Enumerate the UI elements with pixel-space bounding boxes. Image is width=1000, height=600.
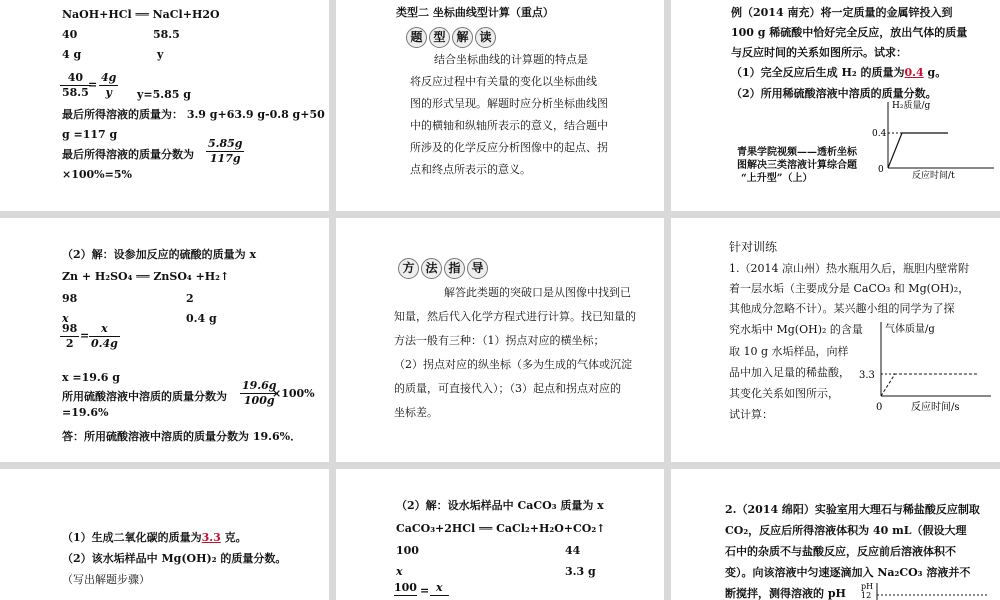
molar-mass: 44 [565, 544, 581, 557]
ratio-fraction: $\frac{98}{2}$ [62, 322, 78, 350]
question-line: 品中加入足量的稀盐酸， [729, 366, 850, 379]
panel-method-guide [336, 218, 664, 462]
panel-co2-questions [0, 469, 329, 600]
answer: 答：所用硫酸溶液中溶质的质量分数为 19.6%． [62, 430, 302, 443]
paragraph-line: 知量，然后代入化学方程式进行计算。找已知量的 [394, 310, 636, 323]
paragraph-line: 所涉及的化学反应分析图像中的起点、拐 [410, 141, 608, 154]
known-value: 4 g [62, 48, 82, 61]
question-line: 试计算： [729, 408, 773, 421]
question-line: 其他成分忽略不计）。某兴趣小组的同学为了探 [729, 302, 955, 315]
question-line: 取 10 g 水垢样品，向样 [729, 345, 849, 358]
sub-question-1: （1）完全反应后生成 H₂ 的质量为0.4 g。 [731, 66, 947, 79]
fraction-numerator: 100 [394, 581, 417, 594]
origin-label: 0 [878, 165, 884, 175]
equals: = [420, 584, 430, 597]
panel-caco3-solution [336, 469, 664, 600]
paragraph-line: 坐标差。 [394, 406, 438, 419]
section-heading: 针对训练 [729, 240, 778, 254]
equation: NaOH+HCl ══ NaCl+H2O [62, 8, 220, 21]
result: x =19.6 g [62, 371, 120, 384]
section-heading: 类型二 坐标曲线型计算（重点） [396, 6, 554, 19]
axis-label: 反应时间/t [912, 171, 955, 181]
text-line: 所用硫酸溶液中溶质的质量分数为 [62, 390, 227, 403]
question-line: 石中的杂质不与盐酸反应，反应前后溶液体积不 [725, 545, 956, 558]
answer-value: 0.4 [904, 66, 924, 79]
question-line: CO₂，反应后所得溶液体积为 40 mL（假设大理 [725, 524, 967, 537]
fraction-numerator: x [430, 581, 449, 596]
molar-mass: 58.5 [153, 28, 180, 41]
paragraph-line: 解答此类题的突破口是从图像中找到已 [444, 286, 631, 299]
tick-label: 12 [861, 591, 872, 600]
axis-label: 气体质量/g [885, 324, 935, 335]
text-line: ×100%=5% [62, 168, 132, 181]
question-line: 究水垢中 Mg(OH)₂ 的含量 [729, 323, 863, 336]
result: =19.6% [62, 406, 109, 419]
known-value: 0.4 g [186, 312, 217, 325]
question-line: 与反应时间的关系如图所示。试求： [731, 46, 907, 59]
ph-chart [859, 581, 999, 600]
paragraph-line: 方法一般有三种：（1）拐点对应的横坐标； [394, 334, 605, 347]
question-line: 例（2014 南充）将一定质量的金属锌投入到 [731, 6, 953, 19]
question-line: 变）。向该溶液中匀速逐滴加入 Na₂CO₃ 溶液并不 [725, 566, 971, 579]
equals: = [80, 329, 90, 342]
gas-mass-chart [859, 318, 997, 418]
panel-type-two-intro [336, 0, 664, 211]
molar-mass: 2 [186, 292, 194, 305]
paragraph-line: 中的横轴和纵轴所表示的意义，结合题中 [410, 119, 608, 132]
answer-value: 3.3 [201, 531, 221, 544]
panel-naoh-hcl-solution [0, 0, 329, 211]
text-line: 最后所得溶液的质量为： 3.9 g+63.9 g-0.8 g+50 [62, 108, 325, 121]
ratio-fraction: $\frac{5.85g}{117g}$ [208, 137, 243, 165]
instruction: （写出解题步骤） [62, 573, 150, 586]
tick-label: 0.4 [872, 129, 887, 139]
ratio-fraction: $\frac{19.6g}{100g}$ [242, 379, 277, 407]
badge-topic-reading: 题 型 解 读 [406, 27, 496, 48]
unknown-value: x [62, 312, 69, 325]
text-line: （2）解：设水垢样品中 CaCO₃ 质量为 x [396, 499, 604, 512]
h2-mass-chart [866, 98, 1000, 182]
paragraph-line: （2）拐点对应的纵坐标（多为生成的气体或沉淀 [394, 358, 632, 371]
paragraph-line: 结合坐标曲线的计算题的特点是 [434, 53, 588, 66]
axis-label: H₂质量/g [892, 101, 931, 111]
ratio-fraction: $\frac{x}{0.4g}$ [91, 322, 118, 350]
text-line: ×100% [272, 387, 315, 400]
paragraph-line: 点和终点所表示的意义。 [410, 163, 531, 176]
text-line: g =117 g [62, 128, 118, 141]
sub-question-2: （2）所用稀硫酸溶液中溶质的质量分数。 [731, 87, 937, 100]
question-line: 1.（2014 凉山州）热水瓶用久后，瓶胆内壁常附 [729, 262, 969, 275]
paragraph-line: 将反应过程中有关量的变化以坐标曲线 [410, 75, 597, 88]
question-line: 2.（2014 绵阳）实验室用大理石与稀盐酸反应制取 [725, 503, 980, 516]
question-line: 其变化关系如图所示， [729, 387, 839, 400]
equals: = [88, 78, 98, 91]
result: y=5.85 g [137, 88, 191, 101]
molar-mass: 100 [396, 544, 419, 557]
equation: CaCO₃+2HCl ══ CaCl₂+H₂O+CO₂↑ [396, 522, 606, 535]
unknown-value: y [157, 48, 164, 61]
molar-mass: 40 [62, 28, 78, 41]
text-line: 最后所得溶液的质量分数为 [62, 148, 194, 161]
panel-question-mianyang [671, 469, 1000, 600]
panel-example-nanchong [671, 0, 1000, 211]
ratio-fraction: $\frac{4g}{y}$ [101, 71, 117, 99]
text-line: （2）解：设参加反应的硫酸的质量为 x [62, 248, 257, 261]
question-line: 断搅拌，测得溶液的 pH [725, 587, 846, 600]
video-link[interactable]: 青果学院视频——透析坐标 图解决三类溶液计算综合题 “上升型”（上） [737, 147, 857, 184]
molar-mass: 98 [62, 292, 78, 305]
axis-label: 反应时间/s [911, 402, 960, 413]
panel-h2so4-solution [0, 218, 329, 462]
sub-question-2: （2）该水垢样品中 Mg(OH)₂ 的质量分数。 [62, 552, 287, 565]
tick-label: 3.3 [859, 370, 875, 381]
sub-question-1: （1）生成二氧化碳的质量为3.3 克。 [62, 531, 247, 544]
equation: Zn + H₂SO₄ ══ ZnSO₄ +H₂↑ [62, 270, 230, 283]
paragraph-line: 的质量，可直接代入）；（3）起点和拐点对应的 [394, 382, 621, 395]
question-line: 100 g 稀硫酸中恰好完全反应，放出气体的质量 [731, 26, 968, 39]
paragraph-line: 图的形式呈现。解题时应分析坐标曲线图 [410, 97, 608, 110]
panel-targeted-training [671, 218, 1000, 462]
axis-label: pH [861, 582, 874, 591]
ratio-fraction: $\frac{40}{58.5}$ [62, 71, 89, 99]
origin-label: 0 [876, 402, 883, 413]
badge-method-guide: 方 法 指 导 [398, 258, 488, 279]
question-line: 着一层水垢（主要成分是 CaCO₃ 和 Mg(OH)₂， [729, 282, 970, 295]
known-value: 3.3 g [565, 565, 596, 578]
unknown-value: x [396, 565, 403, 578]
